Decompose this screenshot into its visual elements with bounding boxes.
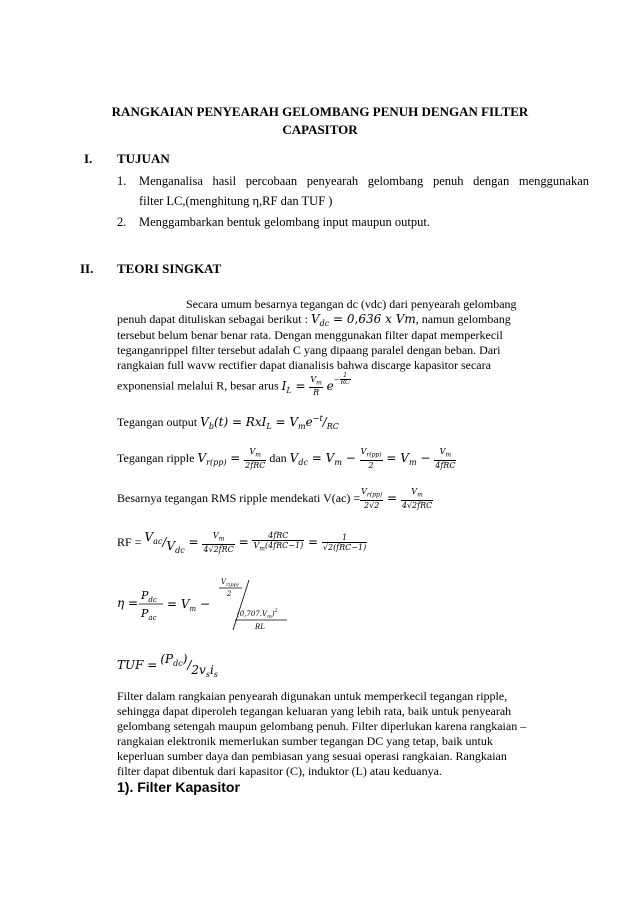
- eta-vm: = $V_m$ −: [167, 597, 211, 613]
- doc-title-line1: RANGKAIAN PENYEARAH GELOMBANG PENUH DENGAN FILTER: [111, 104, 529, 119]
- eta-pac: $P_{ac}$: [141, 607, 157, 622]
- doc-title-line2: CAPASITOR: [282, 122, 358, 137]
- section-1-number: I.: [84, 151, 93, 166]
- rf-equation: $V_{ac}/V_{dc}$ = $\frac{V_m}{\text{4√2fRC}}$ = $\frac{\text{4fRC}}{V_m(4fRC-1)}$ = $\frac{1}{\text{√2(fRC−1)}}$: [144, 530, 367, 555]
- list-item-2-line1: Menggambarkan bentuk gelombang input maupun output.: [139, 215, 430, 229]
- svg-text:2: 2: [227, 590, 232, 598]
- section-2-title: TEORI SINGKAT: [117, 261, 222, 276]
- eta-denominator: $(0,707.V_m)^2$: [237, 608, 278, 620]
- eta-line: [117, 575, 317, 631]
- rf-line: [117, 530, 367, 555]
- filter-para-line1: Filter dalam rangkaian penyearah digunakan untuk memperkecil tegangan ripple,: [117, 689, 508, 703]
- teori-line3: tersebut belum benar benar rata. Dengan menggunakan filter dapat memperkecil: [117, 328, 503, 342]
- rms-line: [117, 487, 433, 510]
- ripple-voltage-label: Tegangan ripple: [117, 450, 198, 465]
- teori-line6-text: exponensial melalui R, besar arus: [117, 378, 282, 393]
- tuf-equation: $(P_{dc})/2v_si_s$: [160, 652, 218, 679]
- output-voltage-line: [117, 414, 339, 431]
- eta-equation: [117, 575, 317, 631]
- filter-para-line6: filter dapat dibentuk dari kapasitor (C), induktor (L) atau keduanya.: [117, 764, 442, 778]
- eta-label: η =: [117, 596, 139, 610]
- rms-label: Besarnya tegangan RMS ripple mendekati V(ac) =: [117, 490, 361, 505]
- filter-para-line4: rangkaian elektronik memerlukan sumber tegangan DC yang tetap, baik untuk: [117, 734, 493, 748]
- vdc-ripple-equation: $V_{dc} = V_m$ − $\frac{V_{r(pp)}}{2}$ = $V_m$ − $\frac{V_m}{\text{4fRC}}$: [289, 447, 456, 470]
- tuf-line: [117, 652, 218, 679]
- list-item-1-line1: Menganalisa hasil percobaan penyearah gelombang penuh dengan menggunakan: [139, 174, 589, 188]
- teori-line6: [117, 373, 351, 397]
- ripple-voltage-line: [117, 447, 456, 470]
- teori-line2-text-end: , namun gelombang: [415, 312, 511, 326]
- list-item-1-line2: filter LC,(menghitung η,RF dan TUF ): [139, 194, 333, 208]
- il-equation: $I_L$ = $\frac{V_m}{R}$ $e^{- \frac{1}{RC}}$: [281, 372, 350, 398]
- filter-para-line5: keperluan sumber daya dan pembiasan yang sesuai operasi rangkaian. Rangkaian: [117, 749, 507, 763]
- rms-equation: $\frac{V_{r(pp)}}{2√2}$ = $\frac{V_m}{\text{4√2fRC}}$: [361, 487, 433, 510]
- eta-vrpp: $V_{r(pp)}$: [221, 578, 239, 588]
- section-1-title: TUJUAN: [117, 151, 170, 166]
- svg-text:RL: RL: [255, 623, 265, 631]
- vdc-equation: $V_{dc} = 0,636$ x Vm: [310, 312, 416, 328]
- output-voltage-equation: $V_b(t) = RxI_L = V_me^{-t}/_{RC}$: [200, 414, 339, 431]
- teori-line1: Secara umum besarnya tegangan dc (vdc) dari penyearah gelombang: [186, 297, 517, 311]
- list-item-1-number: 1.: [117, 174, 127, 188]
- teori-line2-text: penuh dapat dituliskan sebagai berikut :: [117, 312, 311, 326]
- teori-line5: rangkaian full wavw rectifier dapat dianalisis bahwa discarge kapasitor secara: [117, 358, 491, 372]
- tuf-label: TUF =: [117, 658, 158, 672]
- section-2-number: II.: [80, 261, 94, 276]
- subheading-filter-kapasitor: 1). Filter Kapasitor: [117, 779, 240, 795]
- output-voltage-label: Tegangan output: [117, 415, 201, 429]
- eta-pdc: $P_{dc}$: [141, 589, 157, 604]
- ripple-equation: $V_{r(pp)}$ = $\frac{V_m}{\text{2fRC}}$: [197, 447, 266, 470]
- rf-label: RF =: [117, 535, 142, 549]
- list-item-2-number: 2.: [117, 215, 127, 229]
- teori-line2: [117, 312, 511, 328]
- teori-line4: teganganrippel filter tersebut adalah C yang dipaang paralel dengan beban. Dari: [117, 343, 501, 357]
- filter-para-line2: sehingga dapat diperoleh tegangan keluaran yang lebih rata, baik untuk penyearah: [117, 704, 512, 718]
- filter-para-line3: gelombang setengah maupun gelombang penuh. Filter diperlukan karena rangkaian –: [117, 719, 527, 733]
- ripple-dan: dan: [266, 450, 290, 465]
